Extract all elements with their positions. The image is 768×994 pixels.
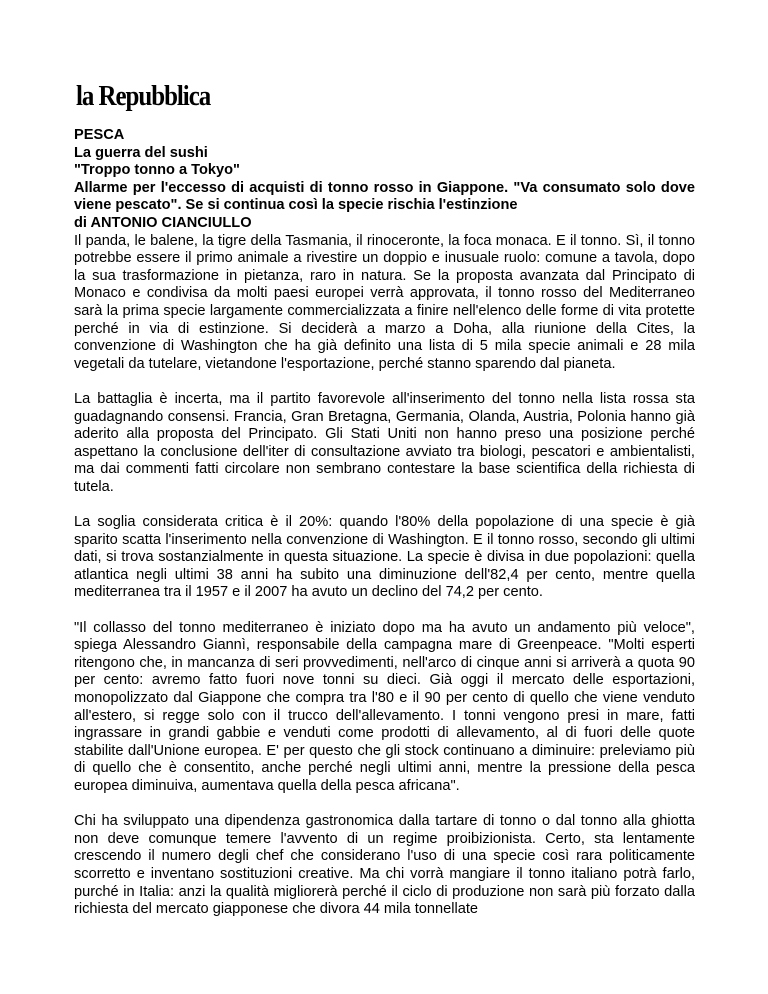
article-title: La guerra del sushi [74,144,208,161]
article-quote-title: "Troppo tonno a Tokyo" [74,162,240,179]
article-byline: di ANTONIO CIANCIULLO [74,214,252,231]
newspaper-logo: la Repubblica [76,80,211,112]
article-paragraph-1: Il panda, le balene, la tigre della Tasmania, il rinoceronte, la foca monaca. E il tonno. Sì, il tonno potrebbe essere il primo animale a rivestire un doppio e inusuale ruolo: comune a tavola, dopo la sua trasformazione in pietanza, raro in natura. Se la proposta avanzata dal Principato di Monaco e condivisa da molti paesi europei verrà approvata, il tonno rosso del Mediterraneo sarà la prima specie largamente commercializzata a finire nell'elenco delle forme di vita protette perché in via di estinzione. Si deciderà a marzo a Doha, alla riunione della Cites, la convenzione di Washington che ha già definito una lista di 5 mila specie animali e 28 mila vegetali da tutelare, vietandone l'esportazione, perché stanno sparendo dal pianeta. [74,232,695,372]
article-paragraph-5: Chi ha sviluppato una dipendenza gastronomica dalla tartare di tonno o dal tonno alla ghiotta non deve comunque temere l'avvento di un regime proibizionista. Certo, sta lentamente crescendo il numero degli chef che considerano l'uso di una specie così rara politicamente scorretto e inventano sostituzioni creative. Ma chi vorrà mangiare il tonno italiano potrà farlo, purché in Italia: anzi la qualità migliorerà perché il ciclo di produzione non sarà più forzato dalla richiesta del mercato giapponese che divora 44 mila tonnellate [74,813,695,918]
article-body [74,127,695,936]
article-subtitle: Allarme per l'eccesso di acquisti di tonno rosso in Giappone. "Va consumato solo dove viene pescato". Se si continua così la specie rischia l'estinzione [74,179,695,214]
article-paragraph-4: "Il collasso del tonno mediterraneo è iniziato dopo ma ha avuto un andamento più veloce", spiega Alessandro Giannì, responsabile della campagna mare di Greenpeace. "Molti esperti ritengono che, in mancanza di seri provvedimenti, nell'arco di cinque anni si arriverà a quota 90 per cento: avremo fatto fuori nove tonni su dieci. Già oggi il mercato delle esportazioni, monopolizzato dal Giappone che compra tra l'80 e il 90 per cento di quello che viene venduto all'estero, si regge solo con il trucco dell'allevamento. I tonni vengono presi in mare, fatti ingrassare in grandi gabbie e venduti come prodotti di allevamento, al di fuori delle quote stabilite dall'Unione europea. E' per questo che gli stock continuano a diminuire: preleviamo più di quello che è consentito, anche perché negli ultimi anni, mentre la pressione della pesca europea diminuiva, aumentava quella della pesca africana". [74,619,695,794]
section-label: PESCA [74,127,125,143]
article-paragraph-3: La soglia considerata critica è il 20%: quando l'80% della popolazione di una specie è già sparito scatta l'inserimento nella convenzione di Washington. E il tonno rosso, secondo gli ultimi dati, si trova sostanzialmente in questa situazione. La specie è divisa in due popolazioni: quella atlantica negli ultimi 38 anni ha subito una diminuzione dell'82,4 per cento, mentre quella mediterranea tra il 1957 e il 2007 ha avuto un declino del 74,2 per cento. [74,514,695,601]
article-paragraph-2: La battaglia è incerta, ma il partito favorevole all'inserimento del tonno nella lista rossa sta guadagnando consensi. Francia, Gran Bretagna, Germania, Olanda, Austria, Polonia hanno già aderito alla proposta del Principato. Gli Stati Uniti non hanno preso una posizione perché aspettano la conclusione dell'iter di consultazione avviato tra biologi, pescatori e ambientalisti, ma dai commenti fatti circolare non sembrano contestare la base scientifica della richiesta di tutela. [74,390,695,495]
